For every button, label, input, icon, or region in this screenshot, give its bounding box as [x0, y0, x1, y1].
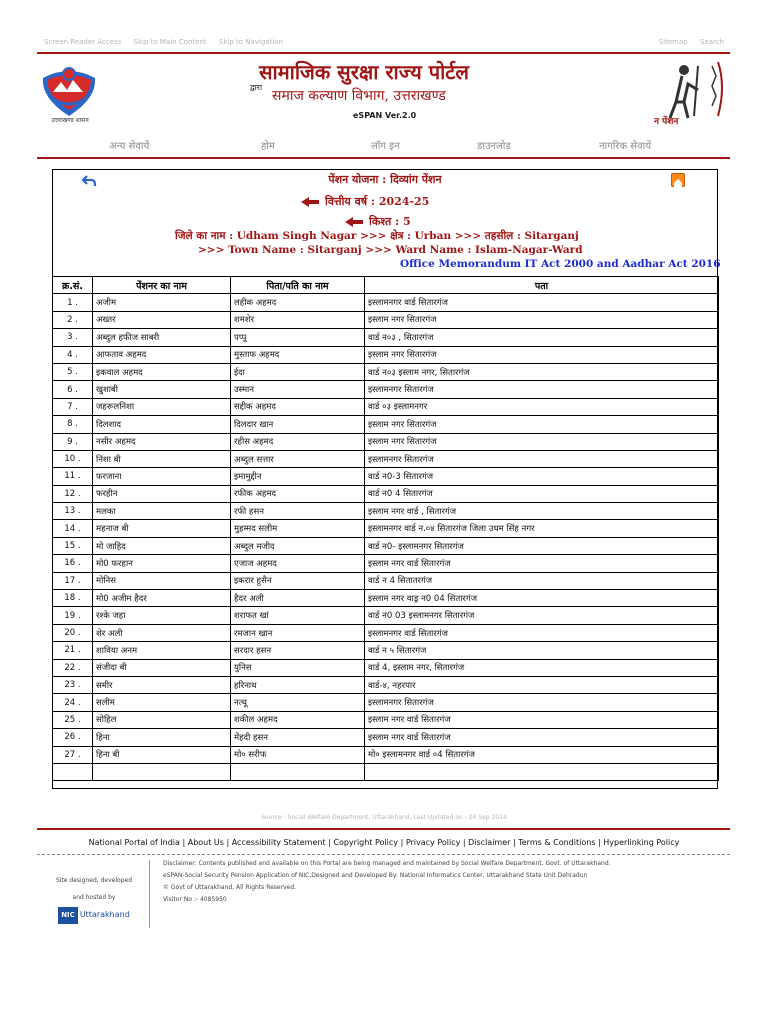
- father-husband-cell: शराफत खां: [231, 607, 365, 624]
- table-row: [53, 398, 719, 415]
- address-cell: वार्ड 4, इस्लाम नगर, सितारगंज: [365, 659, 719, 676]
- table-row: [53, 607, 719, 624]
- father-husband-cell: हरिनाथ: [231, 676, 365, 693]
- district-label: जिले का नाम :: [175, 230, 234, 242]
- col-pensioner-name-header: पेंशनर का नाम: [93, 277, 231, 294]
- separator: >>>: [198, 244, 225, 256]
- footer-info: [163, 858, 723, 906]
- footer-dotted-divider: [37, 854, 730, 855]
- visitor-count: Visitor No :- 4085950: [163, 896, 227, 903]
- footer-link[interactable]: Accessibility Statement: [231, 838, 326, 847]
- pensioner-name-cell: हिना: [93, 729, 231, 746]
- serial-cell: 19 .: [53, 607, 93, 624]
- col-serial-header: क्र.सं.: [53, 277, 93, 294]
- serial-cell: 1 .: [53, 294, 93, 311]
- search-link[interactable]: Search: [699, 38, 724, 46]
- town-label: Town Name :: [228, 244, 304, 256]
- serial-cell: 13 .: [53, 503, 93, 520]
- address-cell: इस्लाम नगर सितारगंज: [365, 311, 719, 328]
- table-row: [53, 416, 719, 433]
- address-cell: वार्ड न 4 सितातरगंज: [365, 572, 719, 589]
- address-cell: वार्ड न ५ सितारगंज: [365, 642, 719, 659]
- separator: >>>: [365, 244, 392, 256]
- empty-cell: [53, 763, 93, 780]
- pensioner-name-cell: इकवाल अहमद: [93, 363, 231, 380]
- nic-logo[interactable]: [44, 906, 144, 924]
- empty-cell: [365, 763, 719, 780]
- table-row: [53, 590, 719, 607]
- address-cell: वार्ड न0 03 इस्लामनगर सितारगंज: [365, 607, 719, 624]
- kisht-label: किश्त :: [369, 215, 400, 228]
- espan-credit-text: eSPAN-Social Security Pension Application of NIC,Designed and Developed By: National Informatics Center, Uttarakhand State Unit Dehradun: [163, 872, 588, 879]
- address-cell: इस्लाम नगर वार्ड , सितारगंज: [365, 503, 719, 520]
- address-cell: वार्ड न०३ इस्लाम नगर, सितारगंज: [365, 363, 719, 380]
- address-cell: इस्लामनगर सितारगंज: [365, 694, 719, 711]
- pensioner-name-cell: अब्दुल हफीज साबरी: [93, 329, 231, 346]
- area-label: क्षेत्र :: [390, 230, 411, 242]
- serial-cell: 25 .: [53, 711, 93, 728]
- pensioner-name-cell: मो0 फरहान: [93, 555, 231, 572]
- screen-reader-link[interactable]: Screen Reader Access: [44, 38, 122, 46]
- tehsil-label: तहसील :: [484, 230, 521, 242]
- table-row: [53, 311, 719, 328]
- emblem-caption: उत्तराखण्ड शासन: [51, 117, 89, 124]
- father-husband-cell: एजाज अहमद: [231, 555, 365, 572]
- footer-link[interactable]: National Portal of India: [88, 838, 180, 847]
- tehsil-value: Sitarganj: [524, 230, 579, 242]
- link-separator: |: [223, 838, 232, 847]
- financial-year-line: [301, 194, 429, 209]
- table-row: [53, 624, 719, 641]
- source-note: Source : Social Welfare Department, Uttarakhand, Last Updated on - 24 Sep 2024: [261, 814, 507, 821]
- site-credit: [44, 872, 144, 924]
- financial-year-value: 2024-25: [378, 195, 430, 208]
- serial-cell: 26 .: [53, 729, 93, 746]
- table-row: [53, 729, 719, 746]
- scheme-value: दिव्यांग पेंशन: [390, 173, 442, 186]
- pensioner-name-cell: मलका: [93, 503, 231, 520]
- serial-cell: 7 .: [53, 398, 93, 415]
- serial-cell: 5 .: [53, 363, 93, 380]
- pensioner-name-cell: दिलशाद: [93, 416, 231, 433]
- pensioner-name-cell: सोहिल: [93, 711, 231, 728]
- pensioner-name-cell: आफताव अहमद: [93, 346, 231, 363]
- pensioner-name-cell: रश्के जहा: [93, 607, 231, 624]
- father-husband-cell: अब्दुल मजीद: [231, 537, 365, 554]
- father-husband-cell: इमामुद्दीन: [231, 468, 365, 485]
- area-value: Urban: [414, 230, 452, 242]
- father-husband-cell: रफी हसन: [231, 503, 365, 520]
- nav-citizen-services[interactable]: नागरिक सेवायें: [599, 141, 652, 152]
- serial-cell: 3 .: [53, 329, 93, 346]
- serial-cell: 12 .: [53, 485, 93, 502]
- pensioner-name-cell: निशा बी: [93, 450, 231, 467]
- portal-version: eSPAN Ver.2.0: [353, 111, 417, 120]
- father-husband-cell: इकरार हुसैन: [231, 572, 365, 589]
- separator: >>>: [454, 230, 482, 242]
- serial-cell: 27 .: [53, 746, 93, 763]
- designed-text: Site designed, developed: [55, 877, 133, 884]
- pensioner-name-cell: अजीम: [93, 294, 231, 311]
- nic-badge: NIC: [58, 907, 78, 924]
- footer-link[interactable]: Terms & Conditions: [518, 838, 596, 847]
- table-row: [53, 433, 719, 450]
- kisht-value: 5: [402, 215, 411, 228]
- address-cell: वार्ड-४, नहरपार: [365, 676, 719, 693]
- table-row: [53, 346, 719, 363]
- address-cell: वार्ड न०३ , सितारगंज: [365, 329, 719, 346]
- footer-divider: [37, 828, 730, 830]
- link-separator: |: [510, 838, 519, 847]
- serial-cell: 8 .: [53, 416, 93, 433]
- pensioner-name-cell: शेर अली: [93, 624, 231, 641]
- footer-link[interactable]: About Us: [187, 838, 224, 847]
- link-separator: |: [460, 838, 469, 847]
- pension-list-panel: [52, 169, 721, 789]
- table-header-row: [53, 277, 719, 294]
- table-row: [53, 381, 719, 398]
- serial-cell: 16 .: [53, 555, 93, 572]
- sitemap-link[interactable]: Sitemap: [658, 38, 688, 46]
- address-cell: इस्लामनगर सितारगंज: [365, 450, 719, 467]
- top-utility-links: [44, 38, 724, 50]
- address-cell: इस्लामनगर वार्ड सितारगंज: [365, 294, 719, 311]
- pensioner-name-cell: हिना बी: [93, 746, 231, 763]
- pension-logo[interactable]: [654, 56, 730, 130]
- address-cell: इस्लामनगर सितारगंज: [365, 381, 719, 398]
- father-husband-cell: मुस्ताफ अहमद: [231, 346, 365, 363]
- table-row-empty: [53, 763, 719, 780]
- pensioner-name-cell: मो0 अजीम हैदर: [93, 590, 231, 607]
- table-row: [53, 676, 719, 693]
- table-row: [53, 694, 719, 711]
- father-husband-cell: शकील अहमद: [231, 711, 365, 728]
- father-husband-cell: उस्मान: [231, 381, 365, 398]
- pension-logo-text: न पेंशन: [654, 117, 679, 127]
- address-cell: इस्लाम नगर सितारगंज: [365, 433, 719, 450]
- footer-link[interactable]: Hyperlinking Policy: [603, 838, 680, 847]
- nav-download[interactable]: डाउनलोड: [477, 141, 511, 152]
- link-separator: |: [325, 838, 334, 847]
- pensioner-table: [52, 276, 719, 781]
- serial-cell: 17 .: [53, 572, 93, 589]
- father-husband-cell: अब्दुल सत्तार: [231, 450, 365, 467]
- pensioner-name-cell: शाविया अनम: [93, 642, 231, 659]
- location-line-2: [198, 244, 583, 256]
- address-cell: इस्लामनगर वार्ड न.०४ सितारगंज जिला उधम सिंह नगर: [365, 520, 719, 537]
- nav-other-services[interactable]: अन्य सेवायें: [109, 141, 150, 152]
- nav-home[interactable]: होम: [261, 141, 275, 152]
- scheme-line: [53, 172, 717, 187]
- skip-main-link[interactable]: Skip to Main Content: [133, 38, 207, 46]
- link-separator: |: [398, 838, 406, 847]
- father-husband-cell: शमशेर: [231, 311, 365, 328]
- pensioner-name-cell: फरहीन: [93, 485, 231, 502]
- pensioner-name-cell: समीर: [93, 676, 231, 693]
- serial-cell: 21 .: [53, 642, 93, 659]
- father-husband-cell: ईदा: [231, 363, 365, 380]
- father-husband-cell: रमजान खान: [231, 624, 365, 641]
- town-value: Sitarganj: [307, 244, 362, 256]
- site-header: [37, 54, 730, 134]
- address-cell: वार्ड न0 4 सितारगंज: [365, 485, 719, 502]
- table-row: [53, 503, 719, 520]
- pensioner-name-cell: खुशाबी: [93, 381, 231, 398]
- ward-value: Islam-Nagar-Ward: [475, 244, 583, 256]
- table-row: [53, 329, 719, 346]
- district-value: Udham Singh Nagar: [236, 230, 357, 242]
- father-husband-cell: दिलदार खान: [231, 416, 365, 433]
- footer-link[interactable]: Copyright Policy: [333, 838, 399, 847]
- address-cell: इस्लाम नगर वार्ड सितारगंज: [365, 729, 719, 746]
- serial-cell: 9 .: [53, 433, 93, 450]
- ward-label: Ward Name :: [395, 244, 472, 256]
- footer-link[interactable]: Disclaimer: [468, 838, 511, 847]
- serial-cell: 14 .: [53, 520, 93, 537]
- financial-year-label: वित्तीय वर्ष :: [325, 195, 375, 208]
- serial-cell: 6 .: [53, 381, 93, 398]
- footer-vertical-divider: [149, 860, 150, 928]
- table-row: [53, 572, 719, 589]
- pensioner-name-cell: महनाज बी: [93, 520, 231, 537]
- table-row: [53, 711, 719, 728]
- address-cell: इस्लाम नगर वार्ड सितारगंज: [365, 711, 719, 728]
- father-husband-cell: रहीस अहमद: [231, 433, 365, 450]
- serial-cell: 24 .: [53, 694, 93, 711]
- table-row: [53, 363, 719, 380]
- father-husband-cell: मेंहदी हसन: [231, 729, 365, 746]
- address-cell: इस्लाम नगर वाड्र न0 04 सितारगंज: [365, 590, 719, 607]
- main-nav: [37, 138, 730, 154]
- table-row: [53, 746, 719, 763]
- father-husband-cell: रफीक अहमद: [231, 485, 365, 502]
- father-husband-cell: हैदर अली: [231, 590, 365, 607]
- pensioner-name-cell: नसीर अहमद: [93, 433, 231, 450]
- pensioner-name-cell: संजीदा बी: [93, 659, 231, 676]
- scheme-label: पेंशन योजना :: [328, 173, 387, 186]
- table-row: [53, 294, 719, 311]
- portal-by-label: द्वारा: [250, 83, 263, 92]
- footer-link[interactable]: Privacy Policy: [405, 838, 461, 847]
- col-address-header: पता: [365, 277, 719, 294]
- pensioner-name-cell: फरजाना: [93, 468, 231, 485]
- serial-cell: 23 .: [53, 676, 93, 693]
- office-memorandum-link[interactable]: Office Memorandum IT Act 2000 and Aadhar Act 2016: [400, 258, 721, 270]
- pensioner-name-cell: अख्तर: [93, 311, 231, 328]
- table-row: [53, 555, 719, 572]
- pensioner-name-cell: जहरूलनिशा: [93, 398, 231, 415]
- serial-cell: 22 .: [53, 659, 93, 676]
- table-row: [53, 450, 719, 467]
- serial-cell: 10 .: [53, 450, 93, 467]
- father-husband-cell: नत्थू: [231, 694, 365, 711]
- footer-links: [0, 838, 768, 847]
- serial-cell: 11 .: [53, 468, 93, 485]
- nav-divider: [37, 157, 730, 159]
- portal-subtitle: समाज कल्याण विभाग, उत्तराखण्ड: [272, 88, 446, 104]
- link-separator: |: [179, 838, 188, 847]
- portal-title: सामाजिक सुरक्षा राज्य पोर्टल: [259, 60, 469, 84]
- father-husband-cell: पप्पू: [231, 329, 365, 346]
- kisht-line: [345, 214, 411, 229]
- address-cell: मो० इस्लामनगर वार्ड ०4 सितारगंज: [365, 746, 719, 763]
- serial-cell: 4 .: [53, 346, 93, 363]
- address-cell: वार्ड ०३ इस्लामनगर: [365, 398, 719, 415]
- empty-cell: [93, 763, 231, 780]
- table-row: [53, 659, 719, 676]
- father-husband-cell: लहीक अहमद: [231, 294, 365, 311]
- table-row: [53, 485, 719, 502]
- arrow-left-icon[interactable]: [301, 197, 319, 207]
- pensioner-name-cell: सलीम: [93, 694, 231, 711]
- disclaimer-text: Disclaimer: Contents published and available on this Portal are being managed and maintained by Social Welfare Department, Govt. of Uttarakhand.: [163, 860, 611, 867]
- father-husband-cell: सद्दीक अहमद: [231, 398, 365, 415]
- serial-cell: 2 .: [53, 311, 93, 328]
- pensioner-name-cell: मोनिस: [93, 572, 231, 589]
- nav-login[interactable]: लॉग इन: [371, 141, 400, 152]
- separator: >>>: [360, 230, 387, 242]
- serial-cell: 18 .: [53, 590, 93, 607]
- address-cell: इस्लाम नगर सितारगंज: [365, 416, 719, 433]
- table-row: [53, 468, 719, 485]
- location-line-1: [175, 229, 579, 243]
- father-husband-cell: मो० सरीफ: [231, 746, 365, 763]
- col-father-husband-header: पिता/पति का नाम: [231, 277, 365, 294]
- table-row: [53, 520, 719, 537]
- hosted-text: and hosted by: [72, 894, 116, 901]
- father-husband-cell: मुहम्मद सलीम: [231, 520, 365, 537]
- serial-cell: 15 .: [53, 537, 93, 554]
- empty-cell: [231, 763, 365, 780]
- address-cell: इस्लाम नगर सितारगंज: [365, 346, 719, 363]
- pensioner-name-cell: मो जाहिद: [93, 537, 231, 554]
- address-cell: इस्लाम नगर वार्ड सितारगंज: [365, 555, 719, 572]
- address-cell: वार्ड न0- इस्लामनगर सितारगंज: [365, 537, 719, 554]
- copyright-text: © Govt of Uttarakhand, All Rights Reserved.: [163, 884, 297, 891]
- serial-cell: 20 .: [53, 624, 93, 641]
- nic-text: Uttarakhand: [79, 910, 130, 919]
- father-husband-cell: युनिस: [231, 659, 365, 676]
- arrow-left-icon[interactable]: [345, 217, 363, 227]
- address-cell: वार्ड न0-3 सितारगंज: [365, 468, 719, 485]
- link-separator: |: [595, 838, 604, 847]
- table-row: [53, 537, 719, 554]
- skip-nav-link[interactable]: Skip to Navigation: [218, 38, 283, 46]
- father-husband-cell: सरदार हसन: [231, 642, 365, 659]
- address-cell: इस्लामनगर वार्ड सितारगंज: [365, 624, 719, 641]
- table-row: [53, 642, 719, 659]
